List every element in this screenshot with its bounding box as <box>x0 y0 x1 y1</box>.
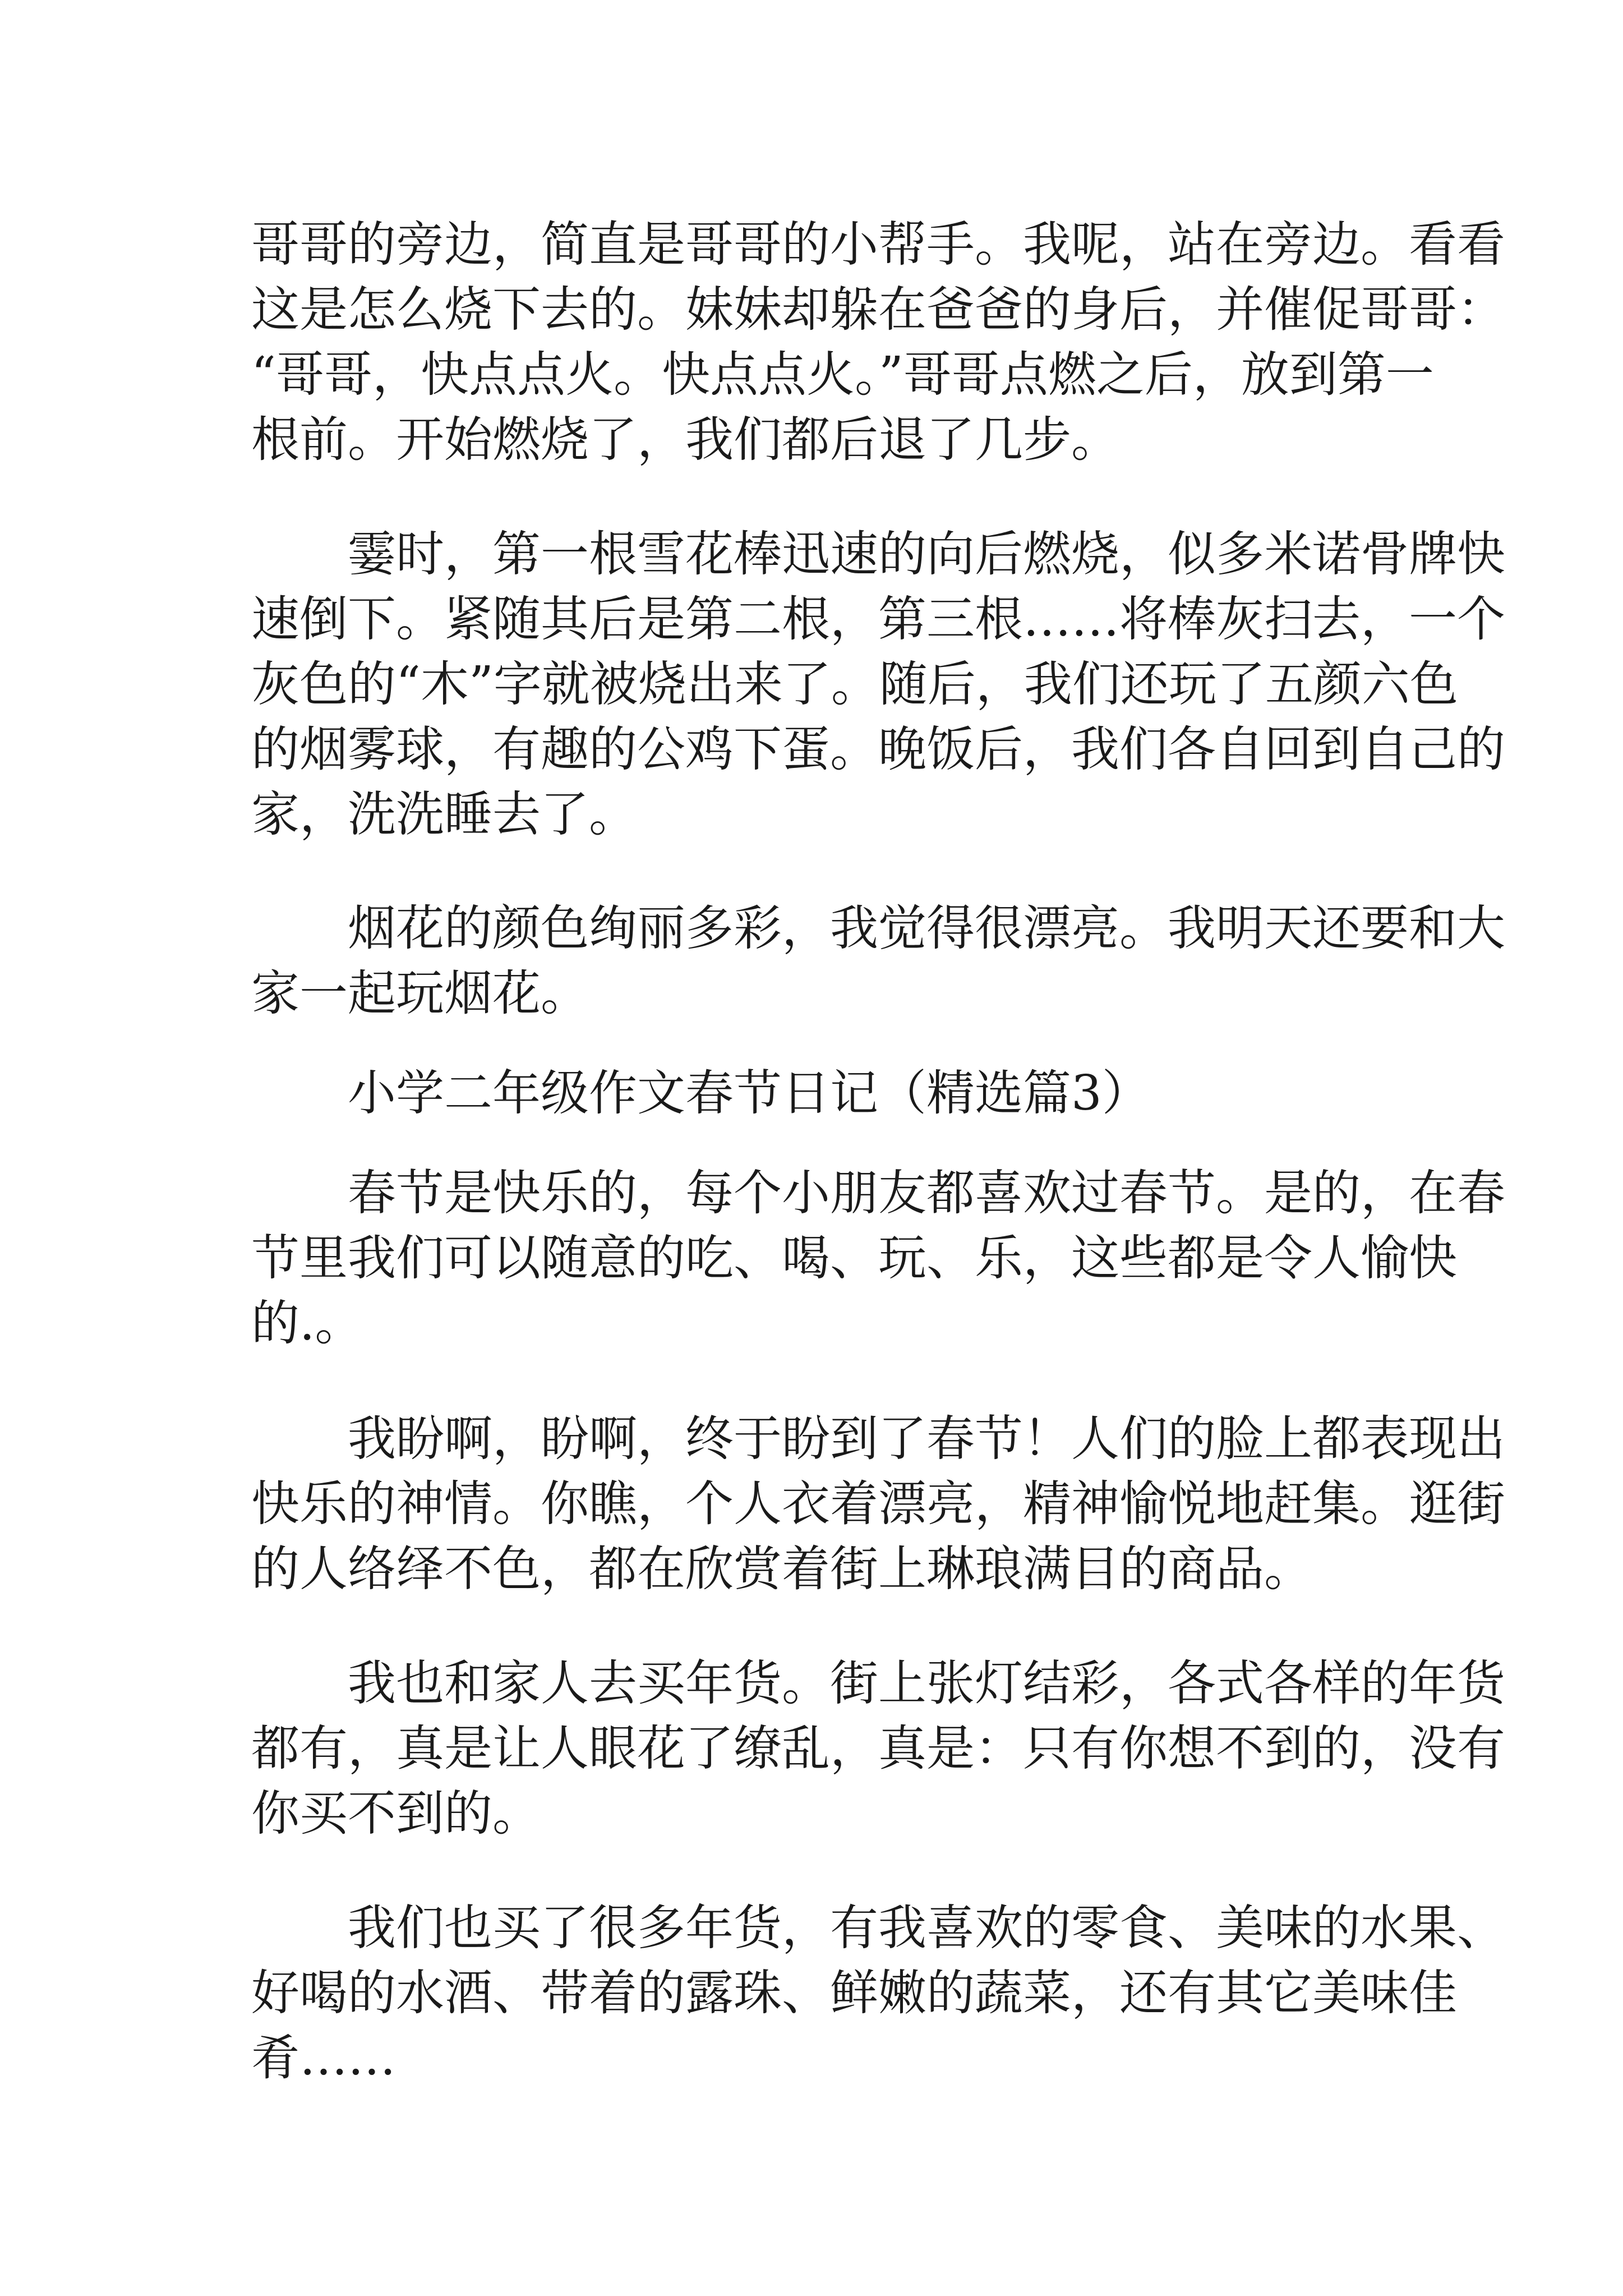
text-line: 的烟雾球，有趣的公鸡下蛋。晚饭后，我们各自回到自己的 <box>251 721 1505 777</box>
text-line: 你买不到的。 <box>251 1786 541 1842</box>
text-line: 好喝的水酒、带着的露珠、鲜嫩的蔬菜，还有其它美味佳 <box>251 1965 1457 2021</box>
text-line: 家，洗洗睡去了。 <box>251 786 637 843</box>
paragraph-first-line: 我也和家人去买年货。街上张灯结彩，各式各样的年货 <box>348 1655 1505 1711</box>
text-line: 这是怎么烧下去的。妹妹却躲在爸爸的身后，并催促哥哥： <box>251 282 1505 338</box>
paragraph-first-line: 霎时，第一根雪花棒迅速的向后燃烧，似多米诺骨牌快 <box>348 526 1505 582</box>
text-line: 都有，真是让人眼花了缭乱，真是：只有你想不到的，没有 <box>251 1720 1505 1777</box>
text-line: 的.。 <box>251 1295 363 1351</box>
text-line: 肴…… <box>251 2030 396 2086</box>
text-line: 家一起玩烟花。 <box>251 965 589 1022</box>
text-line: 快乐的神情。你瞧，个人衣着漂亮，精神愉悦地赶集。逛街 <box>251 1476 1505 1532</box>
paragraph-first-line: 春节是快乐的，每个小朋友都喜欢过春节。是的，在春 <box>348 1165 1505 1221</box>
text-line: 灰色的“木”字就被烧出来了。随后，我们还玩了五颜六色 <box>251 656 1458 712</box>
text-line: “哥哥，快点点火。快点点火。”哥哥点燃之后，放到第一 <box>251 347 1434 403</box>
text-line: 哥哥的旁边，简直是哥哥的小帮手。我呢，站在旁边。看看 <box>251 217 1505 273</box>
text-line: 根前。开始燃烧了，我们都后退了几步。 <box>251 412 1119 468</box>
section-heading: 小学二年级作文春节日记（精选篇3） <box>348 1065 1150 1121</box>
text-line: 速倒下。紧随其后是第二根，第三根……将棒灰扫去，一个 <box>251 591 1505 647</box>
text-line: 的人络绎不色，都在欣赏着街上琳琅满目的商品。 <box>251 1541 1312 1597</box>
text-line: 节里我们可以随意的吃、喝、玩、乐，这些都是令人愉快 <box>251 1230 1457 1286</box>
paragraph-first-line: 我盼啊，盼啊，终于盼到了春节！人们的脸上都表现出 <box>348 1411 1505 1467</box>
paragraph-first-line: 烟花的颜色绚丽多彩，我觉得很漂亮。我明天还要和大 <box>348 900 1505 956</box>
paragraph-first-line: 我们也买了很多年货，有我喜欢的零食、美味的水果、 <box>348 1900 1505 1956</box>
